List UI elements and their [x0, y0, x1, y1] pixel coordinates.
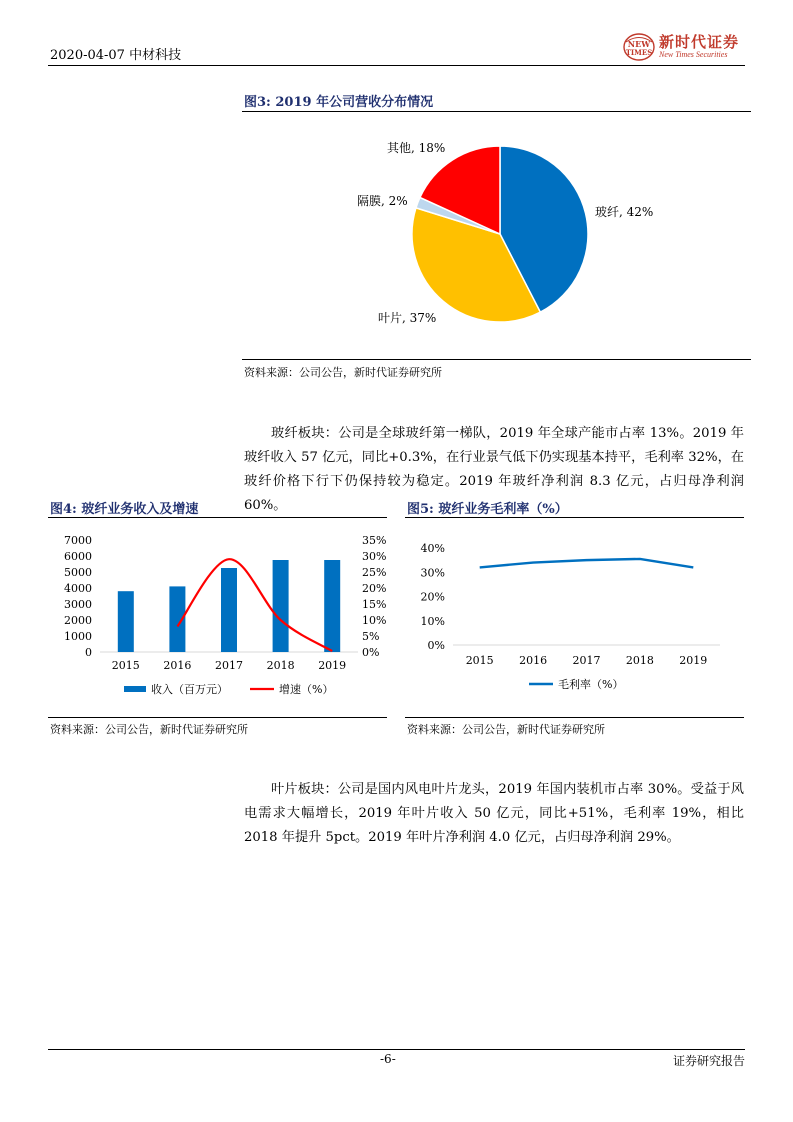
- pie-label-3: 隔膜, 2%: [357, 194, 408, 208]
- header-date-company: 2020-04-07 中材科技: [50, 48, 182, 63]
- fig4-y-tick-label: 1000: [64, 630, 92, 643]
- logo-english-name: New Times Securities: [659, 50, 728, 59]
- fig5-y-tick-label: 20%: [420, 590, 445, 604]
- fig4-bar-2018: [273, 560, 289, 652]
- pie-label-1: 玻纤, 42%: [595, 205, 654, 219]
- fig5-y-tick-label: 0%: [427, 639, 445, 652]
- footer-rule: [48, 1049, 745, 1050]
- pie-label-4: 其他, 18%: [387, 141, 446, 155]
- fig4-bar-2019: [324, 560, 340, 652]
- fig4-y-tick-label: 0: [85, 646, 92, 659]
- fig4-bar-2015: [118, 591, 134, 652]
- fig4-y2-tick-label: 15%: [362, 598, 387, 611]
- fig4-top-rule: [48, 517, 387, 518]
- fig4-y2-tick-label: 5%: [362, 630, 380, 643]
- fig4-y2-tick-label: 10%: [362, 614, 387, 627]
- fig5-x-tick-label: 2015: [465, 654, 494, 667]
- logo-badge-line1: NEW: [627, 39, 651, 49]
- fig4-bar-line-chart: [48, 520, 388, 716]
- fig3-pie-chart: [242, 112, 751, 358]
- fig4-x-tick-label: 2019: [318, 659, 347, 672]
- fig5-top-rule: [405, 517, 744, 518]
- paragraph-glass-fiber: 玻纤板块：公司是全球玻纤第一梯队，2019 年全球产能市占率 13%。2019 年玻纤收入 57 亿元，同比+0.3%，在行业景气低下仍实现基本持平，毛利率 32%，在玻纤价格下行下仍保持较为稳定。2019 年玻纤净利润 8.3 亿元，占归母净利润 60%。: [244, 426, 744, 513]
- footer-report-type: 证券研究报告: [672, 1054, 745, 1068]
- fig4-y-tick-label: 2000: [64, 614, 92, 627]
- company-logo: [622, 30, 747, 64]
- fig4-x-tick-label: 2015: [111, 659, 140, 672]
- fig4-x-tick-label: 2018: [266, 659, 295, 672]
- fig5-x-tick-label: 2017: [572, 654, 601, 667]
- pie-label-2: 叶片, 37%: [378, 311, 437, 325]
- page-number: -6-: [380, 1052, 396, 1066]
- fig5-line-chart: [405, 520, 745, 716]
- fig4-y2-tick-label: 0%: [362, 646, 380, 659]
- fig4-y-tick-label: 5000: [64, 566, 92, 579]
- fig5-x-tick-label: 2018: [625, 654, 654, 667]
- fig5-legend-label: 毛利率（%）: [558, 678, 624, 691]
- fig4-y2-tick-label: 25%: [362, 566, 387, 579]
- fig4-y2-tick-label: 35%: [362, 534, 387, 547]
- fig5-y-tick-label: 10%: [420, 614, 445, 628]
- paragraph-wind-blade: 叶片板块：公司是国内风电叶片龙头，2019 年国内装机市占率 30%。受益于风电需求大幅增长，2019 年叶片收入 50 亿元，同比+51%，毛利率 19%，相比 2018 年提升 5pct。2019 年叶片净利润 4.0 亿元，占归母净利润 29%。: [244, 782, 744, 845]
- fig4-y-tick-label: 3000: [64, 598, 92, 611]
- fig5-y-tick-label: 40%: [420, 542, 445, 555]
- fig5-x-tick-label: 2019: [679, 654, 708, 667]
- fig4-bar-2017: [221, 568, 237, 652]
- fig4-legend-line-label: 增速（%）: [279, 683, 334, 696]
- fig4-y-tick-label: 6000: [64, 550, 92, 563]
- fig3-source: 资料来源：公司公告，新时代证券研究所: [244, 366, 442, 379]
- fig4-x-tick-label: 2017: [215, 659, 243, 672]
- fig4-x-tick-label: 2016: [163, 659, 192, 672]
- fig3-title: 图3: 2019 年公司营收分布情况: [244, 95, 434, 110]
- fig5-source: 资料来源：公司公告，新时代证券研究所: [407, 723, 605, 736]
- fig5-title: 图5: 玻纤业务毛利率（%）: [407, 502, 568, 517]
- logo-badge-line2: TIMES: [625, 48, 653, 57]
- fig4-y2-tick-label: 20%: [362, 582, 387, 595]
- fig5-x-tick-label: 2016: [519, 654, 548, 667]
- fig4-y-tick-label: 4000: [64, 582, 92, 595]
- fig5-bottom-rule: [405, 717, 744, 718]
- fig5-y-tick-label: 30%: [420, 566, 445, 580]
- fig4-legend-bar-swatch: [124, 686, 146, 692]
- fig4-title: 图4: 玻纤业务收入及增速: [50, 502, 199, 517]
- fig3-bottom-rule: [242, 359, 751, 360]
- logo-badge-icon: [622, 30, 658, 64]
- logo-chinese-name: 新时代证券: [659, 33, 740, 51]
- fig4-source: 资料来源：公司公告，新时代证券研究所: [50, 723, 248, 736]
- header-rule: [48, 65, 745, 66]
- fig4-y2-tick-label: 30%: [362, 550, 387, 563]
- fig4-growth-line: [177, 559, 332, 651]
- fig5-margin-line: [480, 559, 694, 567]
- fig4-y-tick-label: 7000: [64, 534, 92, 547]
- fig4-bottom-rule: [48, 717, 387, 718]
- fig4-legend-bar-label: 收入（百万元）: [151, 683, 228, 696]
